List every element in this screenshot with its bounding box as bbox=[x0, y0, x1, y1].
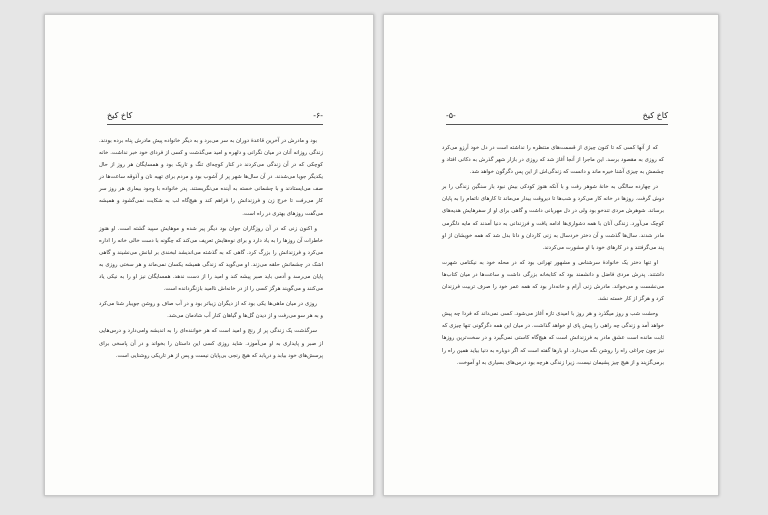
page-body-text bbox=[99, 135, 323, 365]
book-page-left bbox=[44, 14, 374, 496]
running-title: کاخ کیخ bbox=[642, 111, 668, 120]
running-header bbox=[446, 111, 668, 127]
paragraph: وحشت شب و روز میگذرد و هر روز با امیدی تازه آغاز می‌شود. کسی نمی‌داند که فردا چه پیش خواهد آمد و زندگی چه راهی را پیش پای او خواهد گذاشت. در میان این همه دگرگونی تنها چیزی که ثابت مانده است عشق مادر به فرزندانش است که هیچ‌گاه کاستی نمی‌گیرد و در سخت‌ترین روزها نیز چون چراغی راه را روشن نگه می‌دارد. او بارها گفته است که اگر دوباره به دنیا بیاید همین راه را برمی‌گزیند و از هیچ چیز پشیمان نیست، زیرا زندگی هرچه بود درس‌های بسیاری به او آموخت. bbox=[442, 311, 664, 366]
header-rule bbox=[446, 124, 668, 125]
paragraph: که از آنها کسی که تا کنون چیزی از قسمت‌های منتظره را نداشته است در دل خود آرزو می‌کرد که روزی به مقصود برسد. این ماجرا از آنجا آغاز شد که روزی در بازار شهر گذرش به دکانی افتاد و چشمش به چیزی آشنا خیره ماند و دانست که زندگی‌اش از این پس دگرگون خواهد شد. bbox=[442, 145, 664, 176]
paragraph: او تنها دختر یک خانوادهٔ سرشناس و مشهور تهرانی بود که در محله خود به نیکنامی شهرت داشتند. پدرش مردی فاضل و دانشمند بود که کتابخانه بزرگی داشت و ساعت‌ها در میان کتاب‌ها می‌نشست و می‌خواند. مادرش زنی آرام و خانه‌دار بود که همه عمر خود را صرف تربیت فرزندان کرد و هرگز از کار خسته نشد. bbox=[442, 259, 664, 303]
page-number: -۶- bbox=[313, 111, 323, 120]
running-title: کاخ کیخ bbox=[107, 111, 133, 120]
page-number: -۵- bbox=[446, 111, 456, 120]
paragraph: روزی در میان ماهی‌ها یکی بود که از دیگران زیباتر بود و در آب صاف و روشن جویبار شنا می‌کرد و به هر سو می‌رفت و از دیدن گل‌ها و گیاهان کنار آب شادمان می‌شد. bbox=[99, 301, 323, 320]
running-header bbox=[107, 111, 323, 127]
paragraph: سرگذشت یک زندگی پر از رنج و امید است که هر خواننده‌ای را به اندیشه وامی‌دارد و درس‌هایی از صبر و پایداری به او می‌آموزد. شاید روزی کسی این داستان را بخواند و در آن پاسخی برای پرسش‌های خود بیابد و دریابد که هیچ رنجی بی‌پایان نیست و پس از هر تاریکی روشنایی است. bbox=[99, 328, 323, 359]
paragraph: بود و مادرش در آخرین قاعدهٔ دوران به سر می‌برد و به دیگر خانواده پیش مادرش پناه برده بودند. زندگی روزانه آنان در میان نگرانی و دلهره و امید می‌گذشت و کسی از فردای خود خبر نداشت. خانه کوچکی که در آن زندگی می‌کردند در کنار کوچه‌ای تنگ و تاریک بود و همسایگان هر روز از حال یکدیگر جویا می‌شدند. در آن سال‌ها شهر پر از آشوب بود و مردم برای تهیه نان و آذوقه ساعت‌ها در صف می‌ایستادند و با چشمانی خسته به آینده می‌نگریستند. پدر خانواده با وجود بیماری هر روز سر کار می‌رفت تا خرج زن و فرزندانش را فراهم کند و هیچ‌گاه لب به شکایت نمی‌گشود و همیشه می‌گفت روزهای بهتری در راه است. bbox=[99, 138, 323, 217]
paragraph: و اکنون زنی که در آن روزگاران جوان بود دیگر پیر شده و موهایش سپید گشته است. او هنوز خاطرات آن روزها را به یاد دارد و برای نوه‌هایش تعریف می‌کند که چگونه با دست خالی خانه را اداره می‌کرد و فرزندانش را بزرگ کرد. گاهی که به گذشته می‌اندیشد لبخندی بر لبانش می‌نشیند و گاهی اشک در چشمانش حلقه می‌زند. او می‌گوید که زندگی همیشه یکسان نمی‌ماند و هر سختی روزی به پایان می‌رسد و آدمی باید صبر پیشه کند و امید را از دست ندهد. همسایگان نیز او را به نیکی یاد می‌کنند و می‌گویند هرگز کسی را از در خانه‌اش ناامید بازنگردانده است. bbox=[99, 225, 323, 293]
paragraph: در چهارده سالگی به خانهٔ شوهر رفت و با آنکه هنوز کودکی بیش نبود بار سنگین زندگی را بر دوش گرفت. روزها در خانه کار می‌کرد و شب‌ها تا دیروقت بیدار می‌ماند تا کارهای ناتمام را به پایان برساند. شوهرش مردی تندخو بود ولی در دل مهربانی داشت و گاهی برای او از سفرهایش هدیه‌های کوچک می‌آورد. زندگی آنان با همه دشواری‌ها ادامه یافت و فرزندانی به دنیا آمدند که مایه دلگرمی مادر شدند. سال‌ها گذشت و آن دختر خردسال به زنی کاردان و دانا بدل شد که همه خویشان از او پند می‌گرفتند و در کارهای خود با او مشورت می‌کردند. bbox=[442, 184, 664, 251]
header-rule bbox=[107, 124, 323, 125]
page-body-text bbox=[442, 142, 664, 372]
book-page-right bbox=[383, 14, 719, 496]
